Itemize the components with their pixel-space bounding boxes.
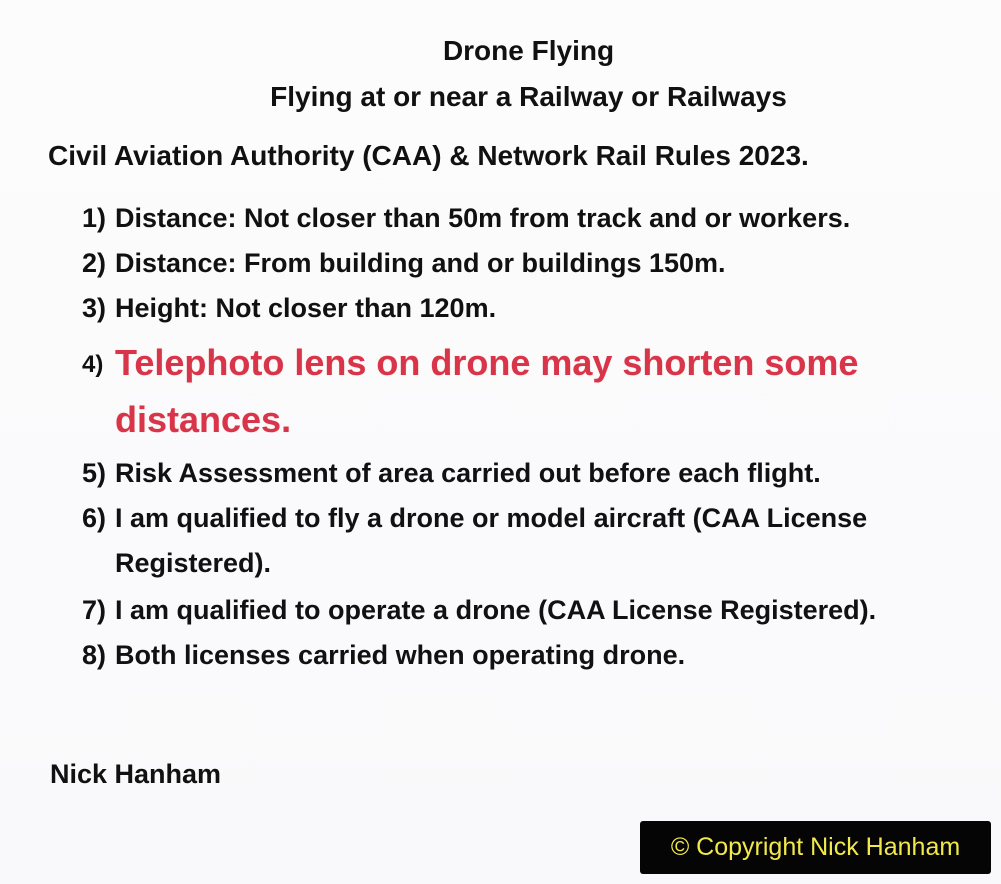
rule-number: 6): [82, 503, 107, 533]
rule-item-5: [82, 451, 982, 496]
rules-heading: Civil Aviation Authority (CAA) & Network Rail Rules 2023.: [48, 140, 809, 171]
rule-number: 7): [82, 595, 107, 625]
rule-item-4-highlighted: [82, 334, 982, 448]
page-title: Drone Flying: [442, 35, 615, 66]
rule-text: I am qualified to fly a drone or model aircraft (CAA License Registered).: [115, 503, 868, 578]
rule-text: Distance: Not closer than 50m from track and or workers.: [115, 203, 851, 233]
rule-number: 8): [82, 640, 107, 670]
rule-item-3: [82, 286, 982, 331]
rule-number: 5): [82, 458, 107, 488]
rule-number: 2): [82, 248, 107, 278]
rule-text: Risk Assessment of area carried out before each flight.: [115, 458, 821, 488]
rule-item-1: [82, 196, 982, 241]
rule-text: Both licenses carried when operating drone.: [115, 640, 686, 670]
rule-item-7: [82, 588, 982, 633]
rule-text: I am qualified to operate a drone (CAA License Registered).: [115, 595, 877, 625]
rule-text: Height: Not closer than 120m.: [115, 293, 497, 323]
rule-number: 3): [82, 293, 107, 323]
rule-text-highlighted: Telephoto lens on drone may shorten some distances.: [115, 342, 859, 440]
rule-item-2: [82, 241, 982, 286]
page-subtitle: Flying at or near a Railway or Railways: [270, 81, 787, 112]
rule-number: 1): [82, 203, 107, 233]
copyright-watermark: © Copyright Nick Hanham: [640, 821, 991, 874]
rule-number: 4): [82, 351, 104, 378]
signature-name: Nick Hanham: [50, 759, 222, 789]
rule-item-8: [82, 633, 982, 678]
rule-item-6: [82, 496, 982, 586]
rule-text: Distance: From building and or buildings 150m.: [115, 248, 726, 278]
